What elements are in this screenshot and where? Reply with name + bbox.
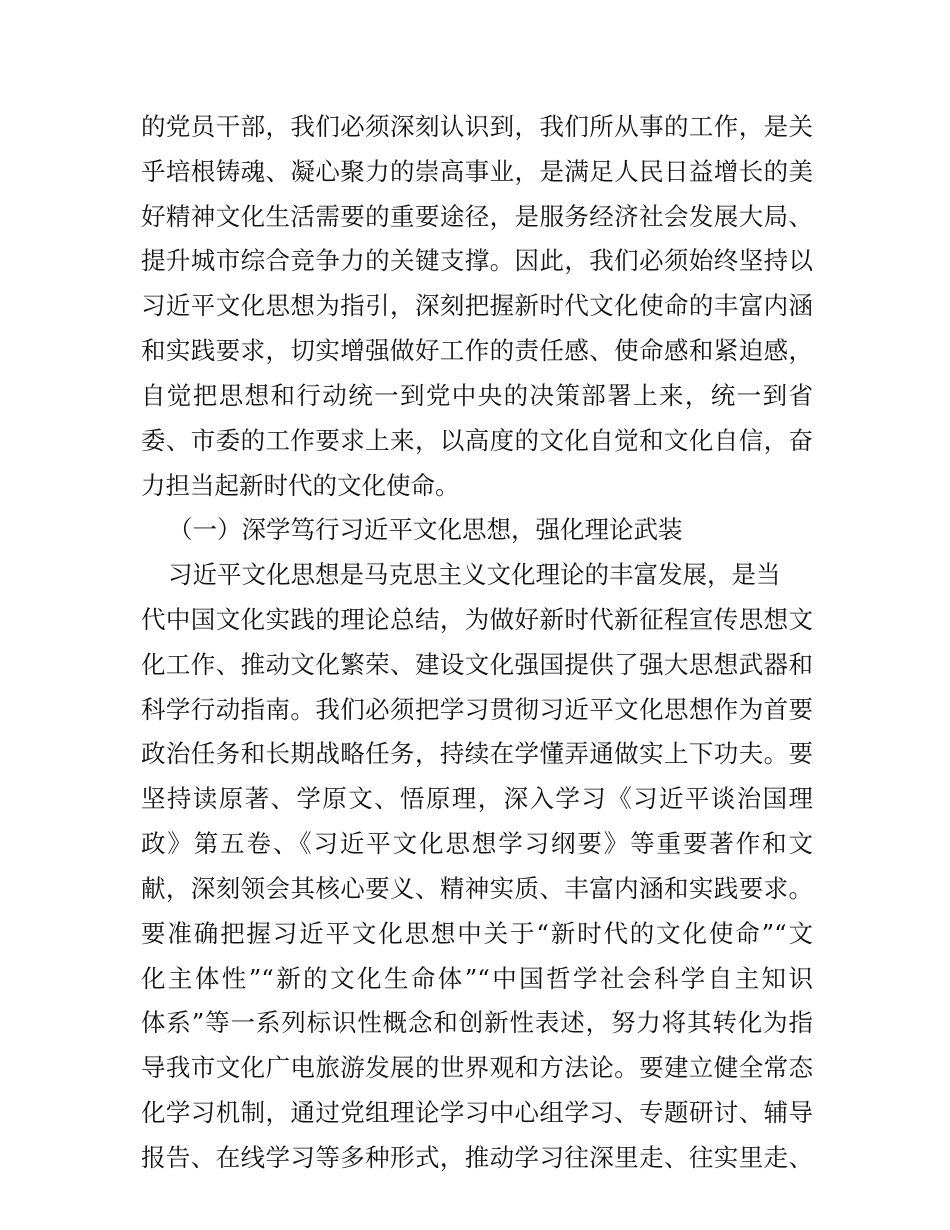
paragraph-line: 乎培根铸魂、凝心聚力的崇高事业，是满足人民日益增长的美 (141, 157, 813, 186)
paragraph-line: 献，深刻领会其核心要义、精神实质、丰富内涵和实践要求。 (141, 874, 813, 903)
paragraph-line: 好精神文化生活需要的重要途径，是服务经济社会发展大局、 (141, 202, 813, 231)
paragraph-line: 委、市委的工作要求上来，以高度的文化自觉和文化自信，奋 (141, 426, 813, 455)
paragraph-line: 科学行动指南。我们必须把学习贯彻习近平文化思想作为首要 (141, 695, 813, 724)
paragraph-line: 化工作、推动文化繁荣、建设文化强国提供了强大思想武器和 (141, 650, 813, 679)
paragraph-line: 坚持读原著、学原文、悟原理，深入学习《习近平谈治国理 (141, 784, 813, 813)
paragraph-line: 报告、在线学习等多种形式，推动学习往深里走、往实里走、 (141, 1143, 813, 1172)
paragraph-line: 政》第五卷、《习近平文化思想学习纲要》等重要著作和文 (141, 829, 813, 858)
paragraph-line: 的党员干部，我们必须深刻认识到，我们所从事的工作，是关 (141, 112, 813, 141)
paragraph-line: 代中国文化实践的理论总结，为做好新时代新征程宣传思想文 (141, 605, 813, 634)
paragraph-line: 化学习机制，通过党组理论学习中心组学习、专题研讨、辅导 (141, 1098, 813, 1127)
paragraph-line: 导我市文化广电旅游发展的世界观和方法论。要建立健全常态 (141, 1053, 813, 1082)
paragraph-line: 化主体性”“新的文化生命体”“中国哲学社会科学自主知识 (141, 964, 813, 993)
paragraph-line: 自觉把思想和行动统一到党中央的决策部署上来，统一到省 (141, 381, 813, 410)
paragraph-line: 要准确把握习近平文化思想中关于“新时代的文化使命”“文 (141, 919, 813, 948)
paragraph-line: 习近平文化思想为指引，深刻把握新时代文化使命的丰富内涵 (141, 291, 813, 320)
section-heading: （一）深学笃行习近平文化思想，强化理论武装 (168, 515, 683, 544)
paragraph-line: 力担当起新时代的文化使命。 (141, 471, 460, 500)
paragraph-line: 和实践要求，切实增强做好工作的责任感、使命感和紧迫感， (141, 336, 813, 365)
paragraph-line: 政治任务和长期战略任务，持续在学懂弄通做实上下功夫。要 (141, 739, 813, 768)
paragraph-line: 体系”等一系列标识性概念和创新性表述，努力将其转化为指 (141, 1008, 813, 1037)
paragraph-line: 提升城市综合竞争力的关键支撑。因此，我们必须始终坚持以 (141, 246, 813, 275)
paragraph-first-line: 习近平文化思想是马克思主义文化理论的丰富发展，是当 (168, 560, 781, 589)
